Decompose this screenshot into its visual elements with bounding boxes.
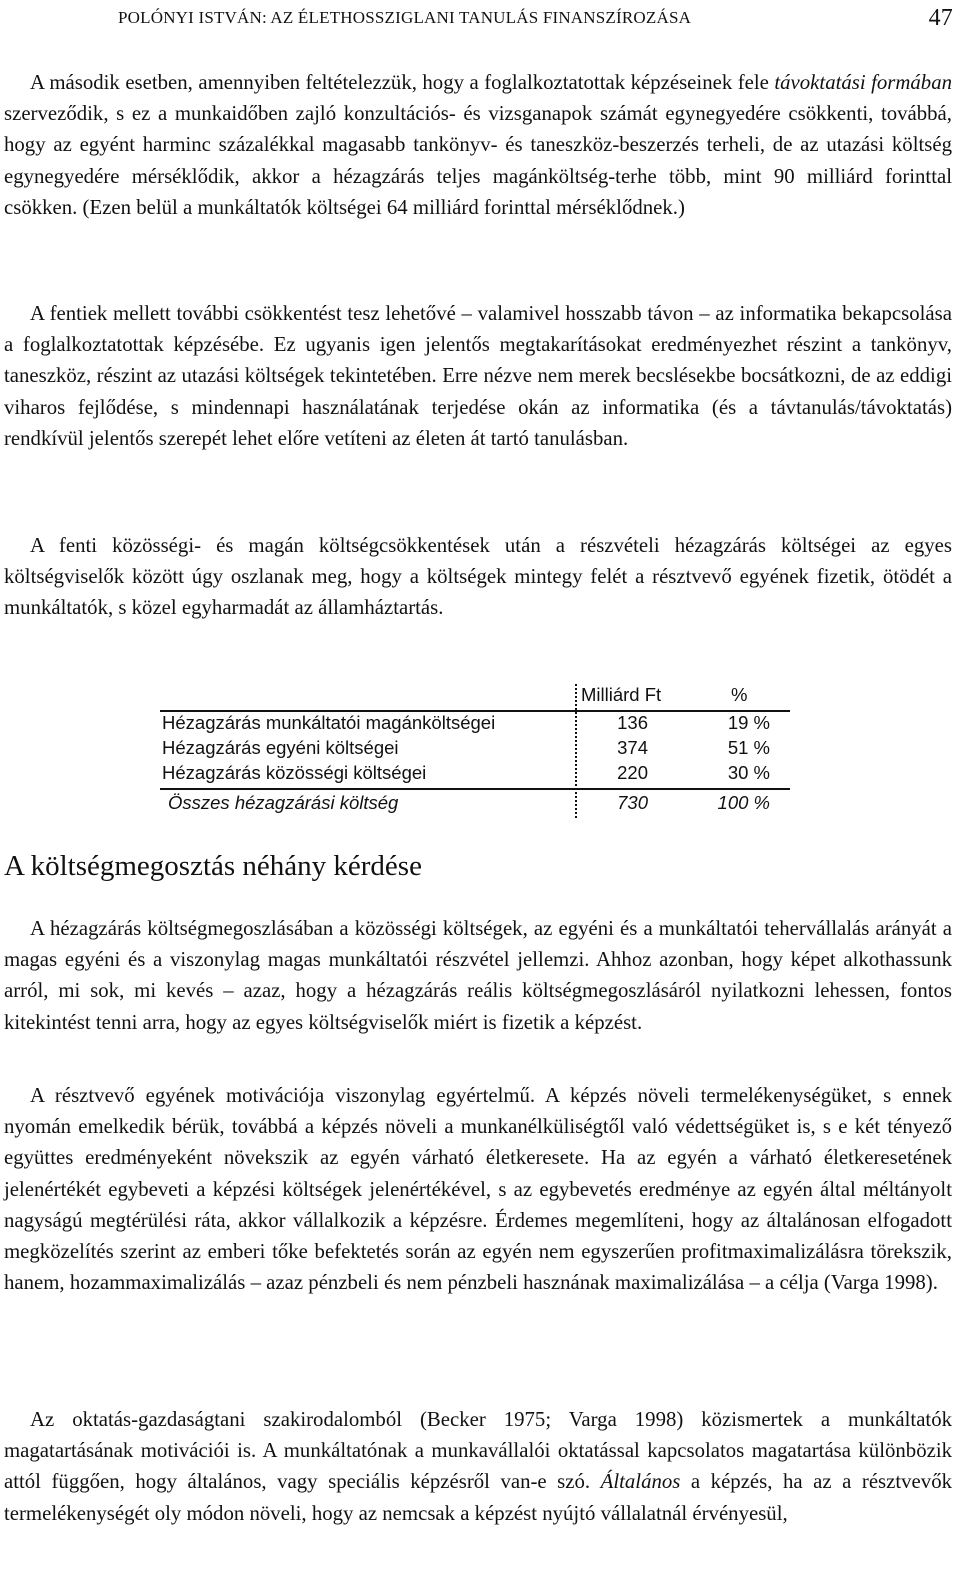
section-title: A költségmegosztás néhány kérdése [4, 850, 422, 882]
paragraph-3: A fenti közösségi- és magán költségcsökkentések után a részvételi hézagzárás költségei az egyes költségviselők között úgy oszlanak meg, hogy a költségek mintegy felét a résztvevő egyének fizetik, ötödét a munkáltatók, s közel egyharmadát az államháztartás. [4, 534, 952, 620]
running-title: POLÓNYI ISTVÁN: AZ ÉLETHOSSZIGLANI TANULÁS FINANSZÍROZÁSA [118, 8, 692, 27]
paragraph-1-emphasis: távoktatási formában [774, 71, 953, 94]
table-row-label: Hézagzárás egyéni költségei [162, 737, 399, 758]
table-row-value: 374 [617, 737, 648, 758]
table-row-percent: 51 % [727, 737, 770, 758]
table-total-percent: 100 % [717, 792, 770, 813]
paragraph-1 [4, 67, 952, 250]
table-row-percent: 19 % [727, 712, 770, 733]
paragraph-1-text-rest: szerveződik, s ez a munkaidőben zajló konzultációs- és vizsganapok számát egynegyedére csökkenti, továbbá, hogy az egyént harminc százalékkal magasabb tankönyv- és taneszköz-beszerzés terheli, de az utazási költség egynegyedére mérséklődik, akkor a hézagzárás teljes magánköltség-terhe több, mint 90 milliárd forinttal csökken. (Ezen belül a munkáltatók költségei 64 milliárd forinttal mérséklődnek.) [4, 102, 952, 219]
table-total-label: Összes hézagzárási költség [168, 792, 399, 813]
table-header-amount: Milliárd Ft [581, 684, 662, 705]
page-number: 47 [928, 5, 953, 31]
table-row-label: Hézagzárás munkáltatói magánköltségei [162, 712, 496, 733]
table-row-label: Hézagzárás közösségi költségei [162, 762, 427, 783]
paragraph-4: A hézagzárás költségmegoszlásában a közösségi költségek, az egyéni és a munkáltatói tehervállalás arányát a magas egyéni és a viszonylag magas munkáltatói részvétel jellemzi. Ahhoz azonban, hogy képet alkothassunk arról, mi sok, mi kevés – azaz, hogy a hézagzárás reális költségmegoszlásáról nyilatkozni lehessen, fontos kitekintést tenni arra, hogy az egyes költségviselők miért is fizetik a képzést. [4, 917, 952, 1034]
paragraph-1-text: A második esetben, amennyiben feltételezzük, hogy a foglalkoztatottak képzéseinek fele [30, 71, 775, 94]
table-total-value: 730 [617, 792, 648, 813]
table-rule-total [160, 788, 790, 790]
paragraph-6-text-rest: a képzés, ha az a résztvevők termelékenységét oly módon növeli, hogy az nemcsak a képzést nyújtó vállalatnál érvényesül, [4, 1470, 952, 1525]
table-row-percent: 30 % [727, 762, 770, 783]
paragraph-6-emphasis: Általános [600, 1470, 681, 1494]
table-column-divider [575, 684, 577, 818]
table-header-percent: % [731, 684, 748, 705]
paragraph-6-text: Az oktatás-gazdaságtani szakirodalomból (Becker 1975; Varga 1998) közismertek a munkáltatók magatartásának motivációi is. A munkáltatónak a munkavállalói oktatással kapcsolatos magatartása különbözik attól függően, hogy általános, vagy speciális képzésről van-e szó. [4, 1408, 952, 1494]
paragraph-5: A résztvevő egyének motivációja viszonylag egyértelmű. A képzés növeli termelékenységüket, s ennek nyomán emelkedik bérük, továbbá a képzés növeli a munkanélküliségtől való védettségüket is, s e két tényező együttes eredményeként növekszik az egyén várható életkeresete. Ha az egyén a várható életkeresetének jelenértékét egybeveti a képzési költségek jelenértékével, s az egybevetés eredménye az egyén által méltányolt nagyságú megtérülési ráta, akkor vállalkozik a képzésre. Érdemes megemlíteni, hogy az általánosan elfogadott megközelítés szerint az emberi tőke befektetés során az egyén nem egyszerűen profitmaximalizálásra törekszik, hanem, hozammaximalizálás – azaz pénzbeli és nem pénzbeli hasznának maximalizálása – a célja (Varga 1998). [4, 1084, 952, 1295]
paragraph-2: A fentiek mellett további csökkentést tesz lehetővé – valamivel hosszabb távon – az informatika bekapcsolása a foglalkoztatottak képzésébe. Ez ugyanis igen jelentős megtakarításokat eredményezhet részint a tankönyv, taneszköz, részint az utazási költségek tekintetében. Erre nézve nem merek becslésekbe bocsátkozni, de az eddigi viharos fejlődése, s mindennapi használatának terjedése okán az informatika (és a távtanulás/távoktatás) rendkívül jelentős szerepét lehet előre vetíteni az életen át tartó tanulásban. [4, 302, 952, 450]
running-header [118, 6, 953, 30]
paragraph-6 [4, 1404, 952, 1574]
table-row-value: 136 [617, 712, 648, 733]
table-row-value: 220 [617, 762, 648, 783]
